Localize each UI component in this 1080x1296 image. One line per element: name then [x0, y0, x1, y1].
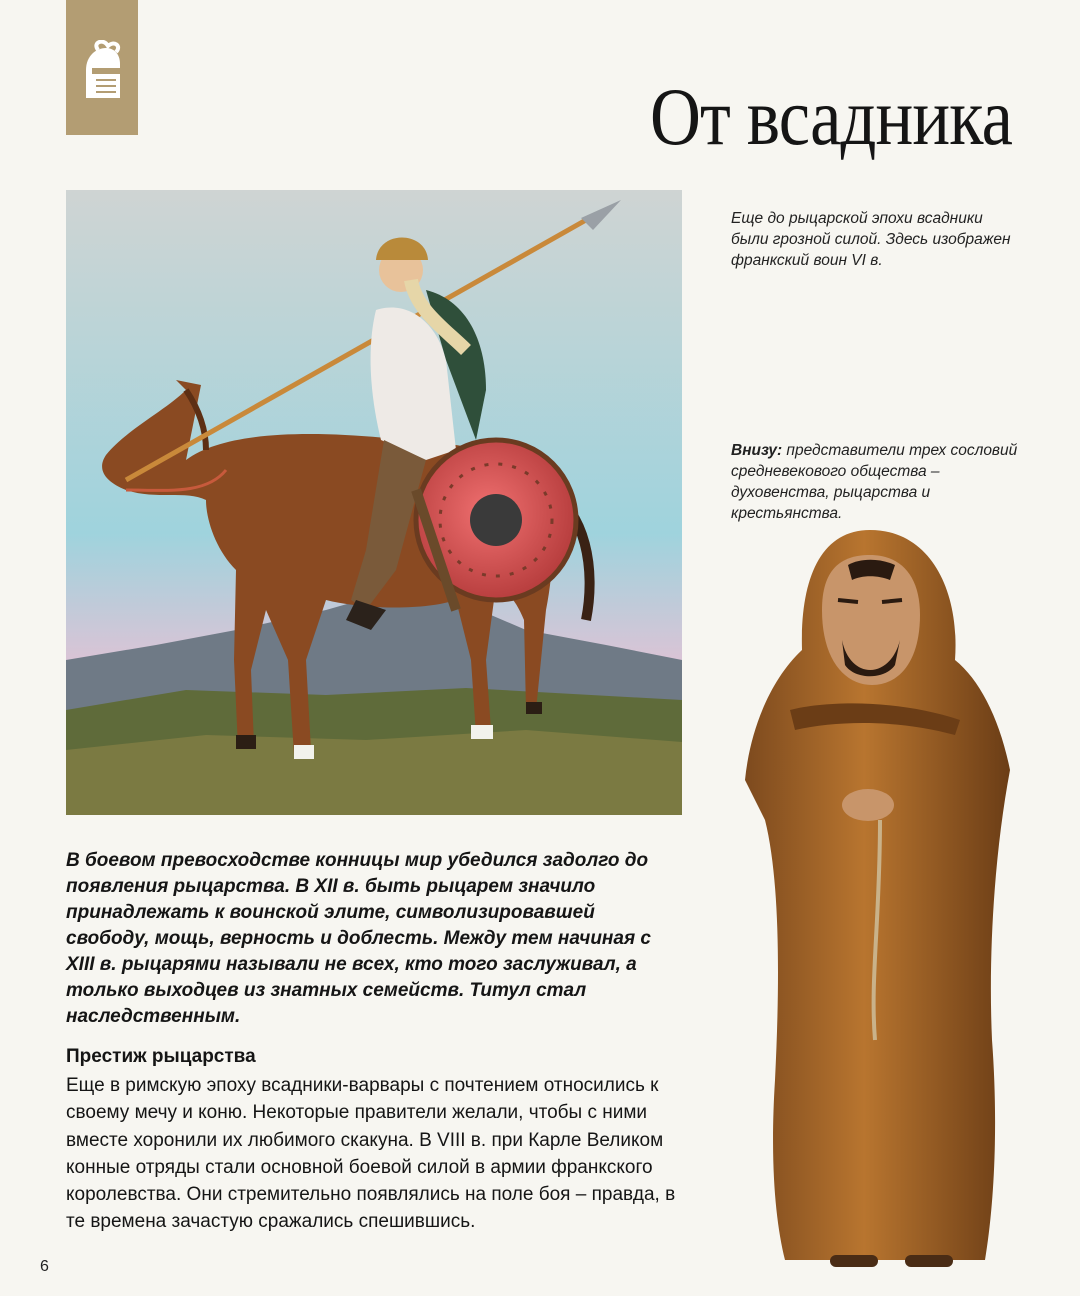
monk-illustration — [730, 520, 1030, 1280]
caption-estates — [731, 440, 1021, 524]
caption-estates-text: представители трех сословий средневекового общества – духовенства, рыцарства и крестьянства. — [731, 441, 1018, 522]
caption-horseman: Еще до рыцарской эпохи всадники были грозной силой. Здесь изображен франкский воин VI в. — [731, 209, 1011, 269]
caption-estates-label: Внизу: — [731, 441, 783, 459]
section-tab — [66, 0, 138, 135]
page-number: 6 — [40, 1258, 49, 1275]
knight-helmet-icon — [74, 40, 130, 104]
lead-paragraph: В боевом превосходстве конницы мир убедился задолго до появления рыцарства. В XII в. быть рыцарем значило принадлежать к воинской элите, символизировавшей свободу, мощь, верность и доблесть. Между тем начиная с XIII в. рыцарями называли не всех, кто того заслуживал, а только выходцев из знатных семейств. Титул стал наследственным. — [66, 850, 652, 1027]
frankish-horseman-illustration — [66, 190, 682, 815]
section-heading: Престиж рыцарства — [66, 1046, 256, 1067]
body-paragraph: Еще в римскую эпоху всадники-варвары с почтением относились к своему мечу и коню. Некоторые правители желали, чтобы с ними вместе хоронили их любимого скакуна. В VIII в. при Карле Великом конные отряды стали основной боевой силой в армии франкского королевства. Они стремительно появлялись на поле боя – правда, в те времена зачастую сражались спешившись. — [66, 1075, 676, 1233]
page-title: От всадника — [649, 71, 1012, 162]
